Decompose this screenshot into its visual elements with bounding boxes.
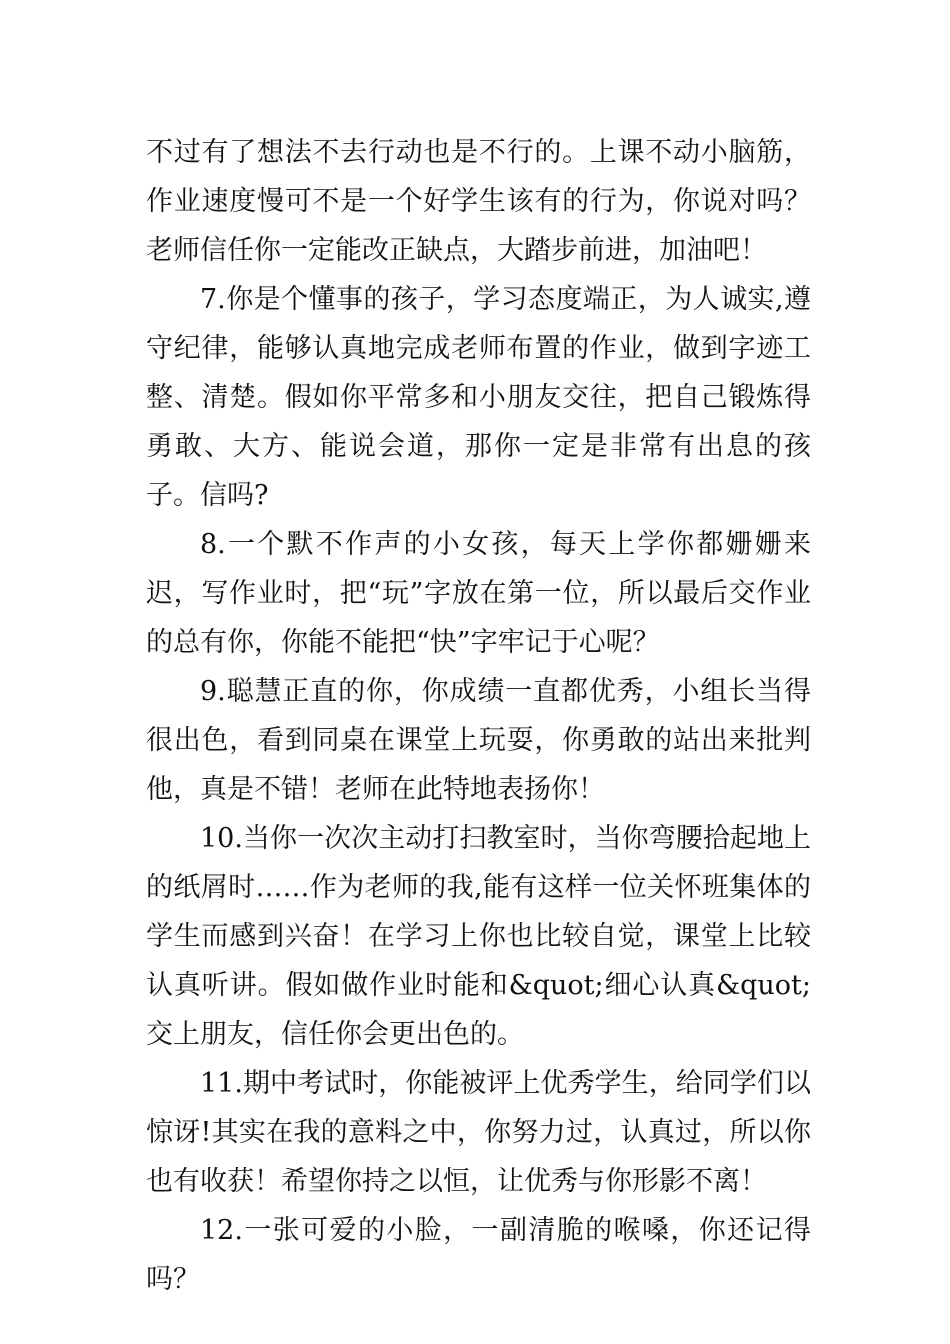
paragraph-continuation: 不过有了想法不去行动也是不行的。上课不动小脑筋，作业速度慢可不是一个好学生该有的行为，你说对吗？老师信任你一定能改正缺点，大踏步前进，加油吧！: [146, 137, 811, 266]
document-body: [146, 128, 811, 1304]
paragraph-item-7: 7.你是个懂事的孩子，学习态度端正，为人诚实,遵守纪律，能够认真地完成老师布置的作业，做到字迹工整、清楚。假如你平常多和小朋友交往，把自己锻炼得勇敢、大方、能说会道，那你一定是非常有出息的孩子。信吗?: [146, 284, 811, 511]
paragraph-item-9: 9.聪慧正直的你，你成绩一直都优秀，小组长当得很出色，看到同桌在课堂上玩耍，你勇敢的站出来批判他，真是不错！老师在此特地表扬你！: [146, 676, 811, 805]
paragraph-item-11: 11.期中考试时，你能被评上优秀学生，给同学们以惊讶!其实在我的意料之中，你努力过，认真过，所以你也有收获！希望你持之以恒，让优秀与你形影不离！: [146, 1068, 811, 1197]
paragraph-item-10: 10.当你一次次主动打扫教室时，当你弯腰拾起地上的纸屑时……作为老师的我,能有这样一位关怀班集体的学生而感到兴奋！在学习上你也比较自觉，课堂上比较认真听讲。假如做作业时能和&quot;细心认真&quot;交上朋友，信任你会更出色的。: [146, 823, 811, 1050]
paragraph-item-8: 8.一个默不作声的小女孩，每天上学你都姗姗来迟，写作业时，把“玩”字放在第一位，所以最后交作业的总有你，你能不能把“快”字牢记于心呢？: [146, 529, 811, 658]
paragraph-item-12: 12.一张可爱的小脸，一副清脆的喉嗓，你还记得吗？: [146, 1215, 811, 1295]
